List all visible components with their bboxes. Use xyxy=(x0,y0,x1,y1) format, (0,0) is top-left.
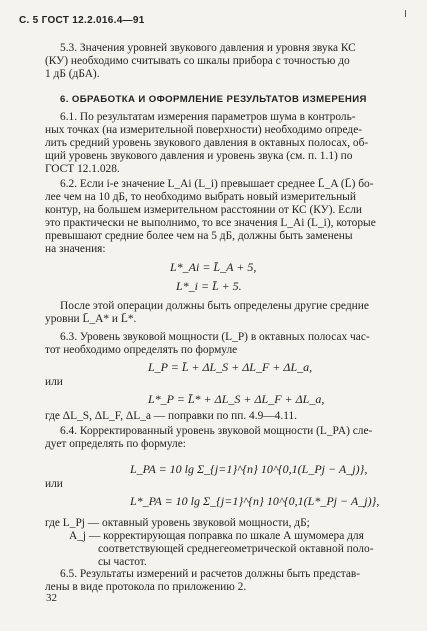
p62-line-1: 6.2. Если i-е значение L_Ai (L_i) превышает среднее L̄_A (L̄) бо- xyxy=(60,178,374,190)
p61-line-1: 6.1. По результатам измерения параметров шума в контроль- xyxy=(60,111,356,123)
p-after-line-1: После этой операции должны быть определены другие средние xyxy=(60,300,369,312)
or-label-1: или xyxy=(45,376,63,388)
p64-line-1: 6.4. Корректированный уровень звуковой мощности (L_PA) сле- xyxy=(60,425,373,437)
p62-line-5: превышают средние более чем на 5 дБ, должны быть заменены xyxy=(45,230,353,242)
scan-mark xyxy=(405,10,406,17)
p53-line-1: 5.3. Значения уровней звукового давления и уровня звука КС xyxy=(60,42,356,54)
p-after-line-2: уровни L̄_A* и L̄*. xyxy=(45,313,137,325)
equation-2: L*_i = L̄ + 5. xyxy=(176,279,242,293)
p53-line-2: (КУ) необходимо считывать со шкалы прибора с точностью до xyxy=(45,55,350,67)
equation-5: L_PA = 10 lg Σ_{j=1}^{n} 10^{0,1(L_Pj − A_j)}, xyxy=(130,462,368,476)
p61-line-4: щий уровень звукового давления и уровень звука (см. п. 1.1) по xyxy=(45,150,353,162)
or-label-2: или xyxy=(45,478,63,490)
p62-line-2: лее чем на 10 дБ, то необходимо выбрать новый измерительный xyxy=(45,191,356,203)
where-line: где ΔL_S, ΔL_F, ΔL_a — поправки по пп. 4.9—4.11. xyxy=(45,410,298,422)
page-header: С. 5 ГОСТ 12.2.016.4—91 xyxy=(19,15,145,26)
page-number: 32 xyxy=(46,592,57,604)
p62-line-3: контур, на большем измерительном расстоянии от КС (КУ). Если xyxy=(45,204,362,216)
def-line-3: соответствующей среднегеометрической октавной поло- xyxy=(98,543,374,555)
equation-4: L*_P = L̄* + ΔL_S + ΔL_F + ΔL_a, xyxy=(148,392,325,406)
p61-line-3: лить средний уровень звукового давления в октавных полосах, об- xyxy=(45,137,369,149)
equation-1: L*_Ai = L̄_A + 5, xyxy=(170,260,257,274)
p61-line-2: ных точках (на измерительной поверхности) необходимо опреде- xyxy=(45,124,363,136)
def-line-2: A_j — корректирующая поправка по шкале А шумомера для xyxy=(69,530,364,542)
p64-line-2: дует определять по формуле: xyxy=(45,438,186,450)
p62-line-4: это практически не выполнимо, то все значения L_Ai (L_i), которые xyxy=(45,217,376,229)
section-heading: 6. ОБРАБОТКА И ОФОРМЛЕНИЕ РЕЗУЛЬТАТОВ ИЗМЕРЕНИЯ xyxy=(60,94,367,105)
def-line-4: сы частот. xyxy=(98,556,147,568)
p61-line-5: ГОСТ 12.1.028. xyxy=(45,163,120,175)
p63-line-1: 6.3. Уровень звуковой мощности (L_P) в октавных полосах час- xyxy=(60,331,370,343)
p63-line-2: тот необходимо определять по формуле xyxy=(45,344,238,356)
p53-line-3: 1 дБ (дБА). xyxy=(45,68,100,80)
def-line-1: где L_Pj — октавный уровень звуковой мощности, дБ; xyxy=(45,517,310,529)
equation-6: L*_PA = 10 lg Σ_{j=1}^{n} 10^{0,1(L*_Pj − A_j)}, xyxy=(130,494,380,508)
equation-3: L_P = L̄ + ΔL_S + ΔL_F + ΔL_a, xyxy=(148,360,313,374)
p65-line-1: 6.5. Результаты измерений и расчетов должны быть представ- xyxy=(60,568,361,580)
p65-line-2: лены в виде протокола по приложению 2. xyxy=(45,581,247,593)
p62-line-6: на значения: xyxy=(45,243,106,255)
